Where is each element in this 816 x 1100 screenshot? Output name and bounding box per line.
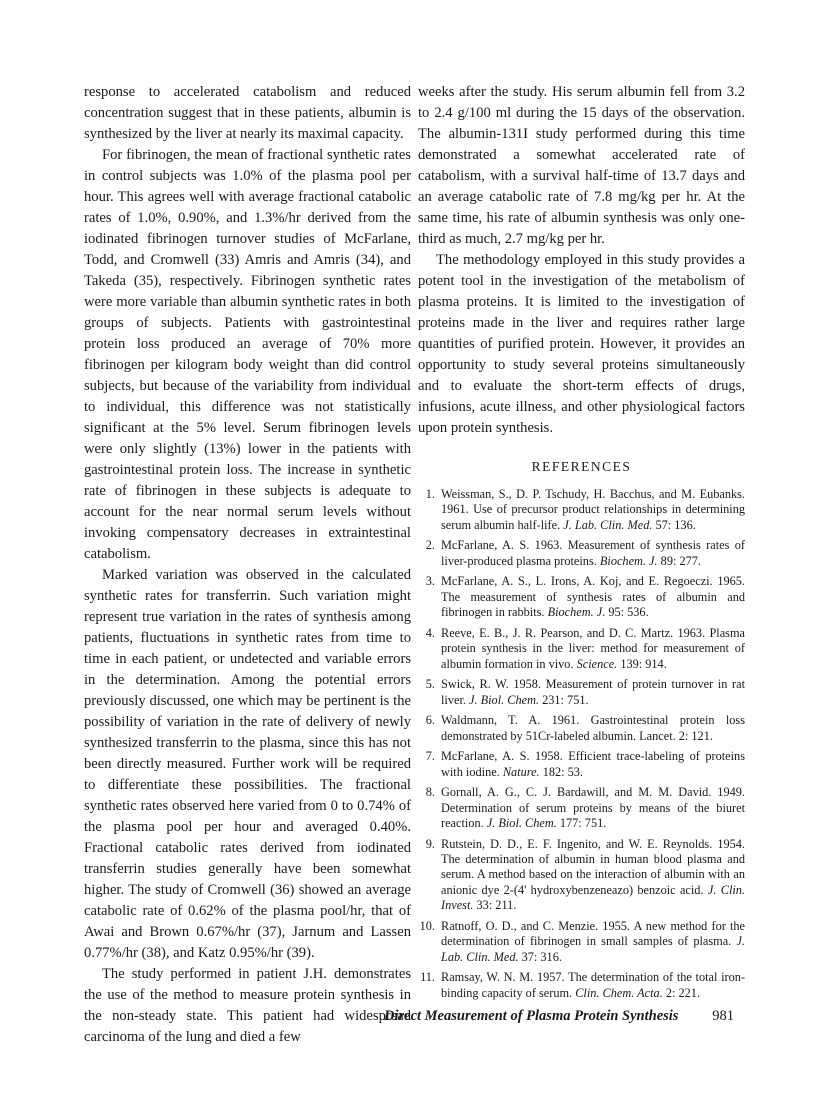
reference-item <box>418 487 745 533</box>
paragraph: For fibrinogen, the mean of fractional synthetic rates in control subjects was 1.0% of the plasma pool per hour. This agrees well with average fractional catabolic rates of 1.0%, 0.90%, and 1.3%/hr derived from the iodinated fibrinogen turnover studies of McFarlane, Todd, and Cromwell (33) Amris and Amris (34), and Takeda (35), respectively. Fibrinogen synthetic rates were more variable than albumin synthetic rates in both groups of subjects. Patients with gastrointestinal protein loss produced an average of 70% more fibrinogen per kilogram body weight than did control subjects, but because of the variability from individual to individual, this difference was not statistically significant at the 5% level. Serum fibrinogen levels were only slightly (13%) lower in the patients with gastrointestinal protein loss. The increase in synthetic rate of fibrinogen in these subjects is adequate to account for the near normal serum levels without invoking compensatory decreases in extraintestinal catabolism. <box>84 147 411 562</box>
paragraph: Marked variation was observed in the calculated synthetic rates for transferrin. Such variation might represent true variation in the rates of synthesis among patients, fluctuations in synthetic rates from time to time in each patient, or undetected and variable errors in the determination. Among the potential errors previously discussed, one which may be pertinent is the possibility of variation in the rate of delivery of newly synthesized transferrin to the plasma, since this has not been directly measured. Further work will be required to differentiate these possibilities. The fractional synthetic rates observed here varied from 0 to 0.74% of the plasma pool per hour and averaged 0.40%. Fractional catabolic rates derived from iodinated transferrin studies generally have been somewhat higher. The study of Cromwell (36) showed an average catabolic rate of 0.62% of the plasma pool/hr, that of Awai and Brown 0.67%/hr (37), Jarnum and Lassen 0.77%/hr (38), and Katz 0.95%/hr (39). <box>84 567 411 961</box>
reference-journal: J. Lab. Clin. Med. <box>563 517 653 532</box>
left-column <box>84 82 411 1048</box>
reference-number: 4. <box>425 625 435 640</box>
page-number: 981 <box>712 1008 734 1024</box>
reference-cite: 182: 53. <box>542 764 583 779</box>
reference-cite: 33: 211. <box>476 898 517 913</box>
reference-number: 9. <box>425 836 435 851</box>
reference-item <box>418 785 745 831</box>
reference-cite: 177: 751. <box>559 816 607 831</box>
reference-item <box>418 919 745 965</box>
reference-text: Waldmann, T. A. 1961. Gastrointestinal protein loss demonstrated by 51Cr-labeled albumin. Lancet. <box>441 713 745 743</box>
reference-text: Rutstein, D. D., E. F. Ingenito, and W. E. Reynolds. 1954. The determination of albumin in human blood plasma and serum. A method based on the interaction of albumin with an anionic dye 2-(4' hydroxybenzeneazo) benzoic acid. <box>441 836 745 897</box>
references-heading: REFERENCES <box>531 459 632 474</box>
reference-cite: 231: 751. <box>542 692 589 707</box>
reference-item <box>418 574 745 620</box>
reference-number: 2. <box>425 538 435 553</box>
reference-number: 5. <box>425 677 435 692</box>
reference-journal: J. Biol. Chem. <box>469 692 540 707</box>
reference-item <box>418 538 745 569</box>
reference-item <box>418 970 745 1001</box>
reference-number: 10. <box>419 918 435 933</box>
reference-item <box>418 749 745 780</box>
reference-cite: 2: 121. <box>678 728 713 743</box>
reference-cite: 139: 914. <box>620 656 667 671</box>
paragraph: weeks after the study. His serum albumin fell from 3.2 to 2.4 g/100 ml during the 15 days of the observation. The albumin-131I study performed during this time demonstrated a somewhat accelerated rate of catabolism, with a survival half-time of 13.7 days and an average catabolic rate of 7.8 mg/kg per hr. At the same time, his rate of albumin synthesis was only one-third as much, 2.7 mg/kg per hr. <box>418 84 745 247</box>
reference-cite: 37: 316. <box>521 949 562 964</box>
reference-text: Ratnoff, O. D., and C. Menzie. 1955. A new method for the determination of fibrinogen in small samples of plasma. <box>441 918 745 949</box>
paragraph: The study performed in patient J.H. demonstrates the use of the method to measure protein synthesis in the non-steady state. This patient had widespread carcinoma of the lung and died a few <box>84 966 411 1045</box>
right-column <box>418 82 745 1006</box>
reference-number: 8. <box>425 785 435 800</box>
reference-cite: 95: 536. <box>608 605 649 620</box>
reference-journal: Biochem. J. <box>599 553 658 568</box>
reference-number: 1. <box>425 487 435 501</box>
reference-text: McFarlane, A. S. 1963. Measurement of synthesis rates of liver-produced plasma proteins. <box>441 538 745 568</box>
reference-cite: 2: 221. <box>665 985 701 1000</box>
reference-text: Ramsay, W. N. M. 1957. The determination of the total iron-binding capacity of serum. <box>441 970 745 1000</box>
reference-item <box>418 626 745 672</box>
reference-list <box>418 487 745 1001</box>
reference-journal: Clin. Chem. Acta. <box>575 985 663 1000</box>
reference-journal: J. Clin. Invest. <box>441 882 745 913</box>
reference-text: Gornall, A. G., C. J. Bardawill, and M. M. David. 1949. Determination of serum proteins by means of the biuret reaction. <box>441 785 745 831</box>
reference-journal: Biochem. J. <box>547 605 606 620</box>
reference-item <box>418 677 745 708</box>
running-title: Direct Measurement of Plasma Protein Synthesis <box>384 1008 679 1024</box>
reference-text: Weissman, S., D. P. Tschudy, H. Bacchus, and M. Eubanks. 1961. Use of precursor product relationships in determining serum albumin half-life. <box>441 487 745 532</box>
reference-item <box>418 837 745 914</box>
reference-number: 7. <box>425 749 435 764</box>
reference-number: 6. <box>425 713 435 728</box>
reference-journal: J. Lab. Clin. Med. <box>441 934 745 964</box>
paragraph: The methodology employed in this study provides a potent tool in the investigation of the metabolism of plasma proteins. It is limited to the investigation of proteins made in the liver and requires rather large quantities of purified protein. However, it provides an opportunity to study several proteins simultaneously and to evaluate the short-term effects of drugs, infusions, acute illness, and other physiological factors upon protein synthesis. <box>418 252 745 436</box>
reference-number: 3. <box>425 574 435 589</box>
reference-item <box>418 713 745 744</box>
reference-journal: Science. <box>576 656 618 671</box>
reference-text: Reeve, E. B., J. R. Pearson, and D. C. Martz. 1963. Plasma protein synthesis in the liver: method for measurement of albumin formation in vivo. <box>441 625 745 671</box>
reference-cite: 89: 277. <box>660 553 701 568</box>
reference-text: Swick, R. W. 1958. Measurement of protein turnover in rat liver. <box>441 677 745 707</box>
reference-journal: Nature. <box>502 764 540 779</box>
reference-journal: J. Biol. Chem. <box>486 816 557 831</box>
paragraph: response to accelerated catabolism and reduced concentration suggest that in these patients, albumin is synthesized by the liver at nearly its maximal capacity. <box>84 84 411 142</box>
reference-text: McFarlane, A. S. 1958. Efficient trace-labeling of proteins with iodine. <box>441 749 745 779</box>
reference-text: McFarlane, A. S., L. Irons, A. Koj, and E. Regoeczi. 1965. The measurement of synthesis rates of albumin and fibrinogen in rabbits. <box>441 574 745 620</box>
reference-cite: 57: 136. <box>655 517 696 532</box>
reference-number: 11. <box>420 970 435 985</box>
